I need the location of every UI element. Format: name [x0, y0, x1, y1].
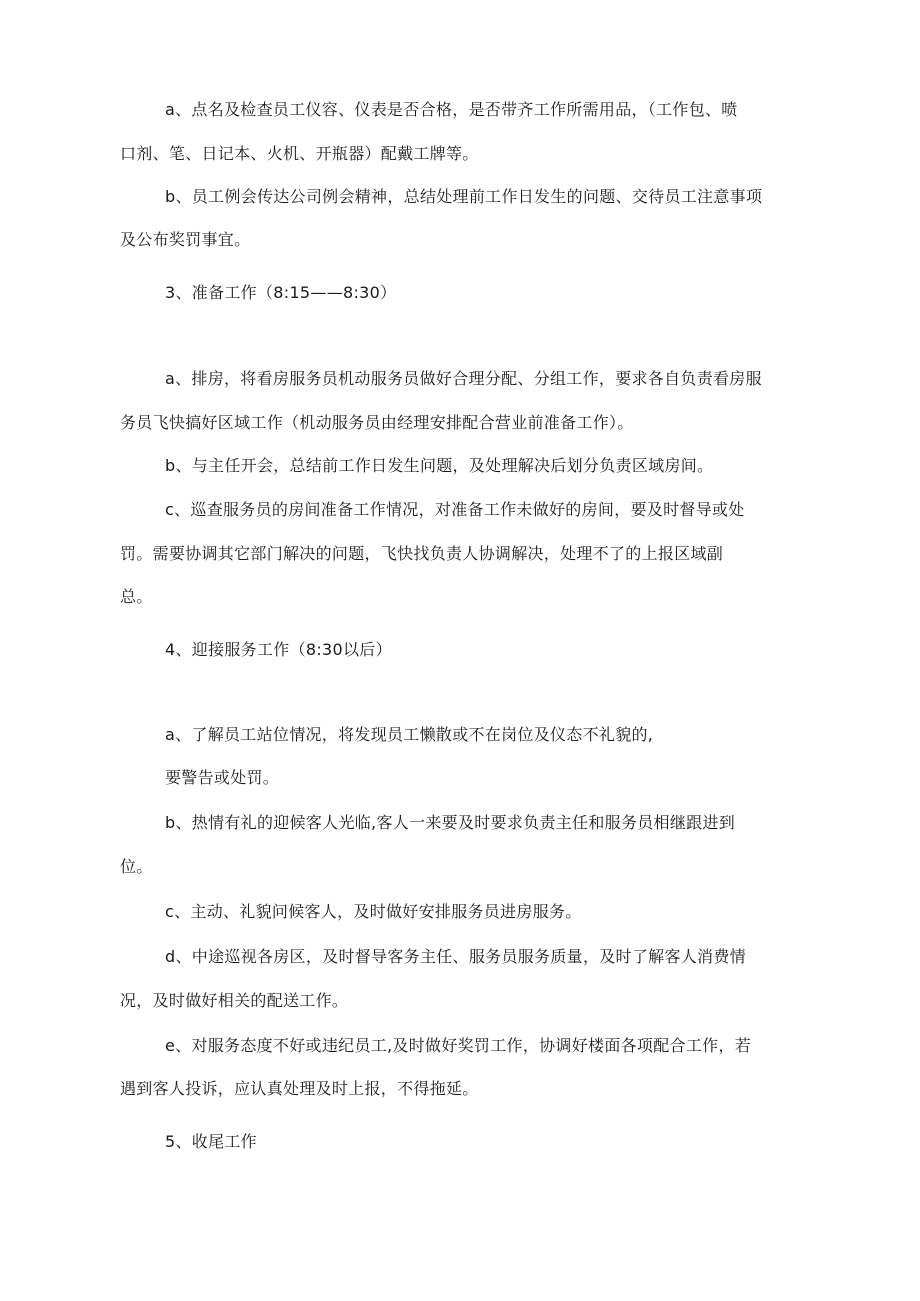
paragraph-d-line-1: d、中途巡视各房区，及时督导客务主任、服务员服务质量，及时了解客人消费情	[165, 947, 746, 966]
paragraph-a-line-2: 口剂、笔、日记本、火机、开瓶器）配戴工牌等。	[120, 144, 479, 163]
paragraph-e-line-1: e、对服务态度不好或违纪员工,及时做好奖罚工作，协调好楼面各项配合工作，若	[165, 1036, 752, 1055]
paragraph-b-line-2: 位。	[120, 857, 153, 876]
paragraph-a-line-1: a、排房，将看房服务员机动服务员做好合理分配、分组工作，要求各自负责看房服	[165, 369, 762, 388]
paragraph-c-line-1: c、主动、礼貌问候客人，及时做好安排服务员进房服务。	[165, 902, 582, 921]
paragraph-b-line-1: b、与主任开会，总结前工作日发生问题，及处理解决后划分负责区域房间。	[165, 456, 714, 475]
paragraph-a-line-2: 要警告或处罚。	[165, 768, 280, 787]
paragraph-c-line-2: 罚。需要协调其它部门解决的问题，飞快找负责人协调解决，处理不了的上报区域副	[120, 544, 724, 563]
paragraph-d-line-2: 况，及时做好相关的配送工作。	[120, 991, 349, 1010]
section-heading-5: 5、收尾工作	[165, 1132, 257, 1151]
paragraph-a-line-2: 务员飞快搞好区域工作（机动服务员由经理安排配合营业前准备工作）。	[120, 413, 634, 432]
section-heading-3: 3、准备工作（8:15——8:30）	[165, 283, 397, 302]
paragraph-e-line-2: 遇到客人投诉，应认真处理及时上报，不得拖延。	[120, 1079, 479, 1098]
paragraph-c-line-3: 总。	[120, 587, 153, 606]
paragraph-a-line-1: a、点名及检查员工仪容、仪表是否合格，是否带齐工作所需用品，（工作包、喷	[165, 100, 738, 119]
paragraph-a-line-1: a、了解员工站位情况，将发现员工懒散或不在岗位及仪态不礼貌的,	[165, 725, 654, 744]
paragraph-b-line-1: b、热情有礼的迎候客人光临,客人一来要及时要求负责主任和服务员相继跟进到	[165, 813, 736, 832]
paragraph-b-line-2: 及公布奖罚事宜。	[120, 230, 251, 249]
section-heading-4: 4、迎接服务工作（8:30以后）	[165, 640, 392, 659]
paragraph-b-line-1: b、员工例会传达公司例会精神，总结处理前工作日发生的问题、交待员工注意事项	[165, 187, 763, 206]
paragraph-c-line-1: c、巡查服务员的房间准备工作情况，对准备工作未做好的房间，要及时督导或处	[165, 500, 745, 519]
